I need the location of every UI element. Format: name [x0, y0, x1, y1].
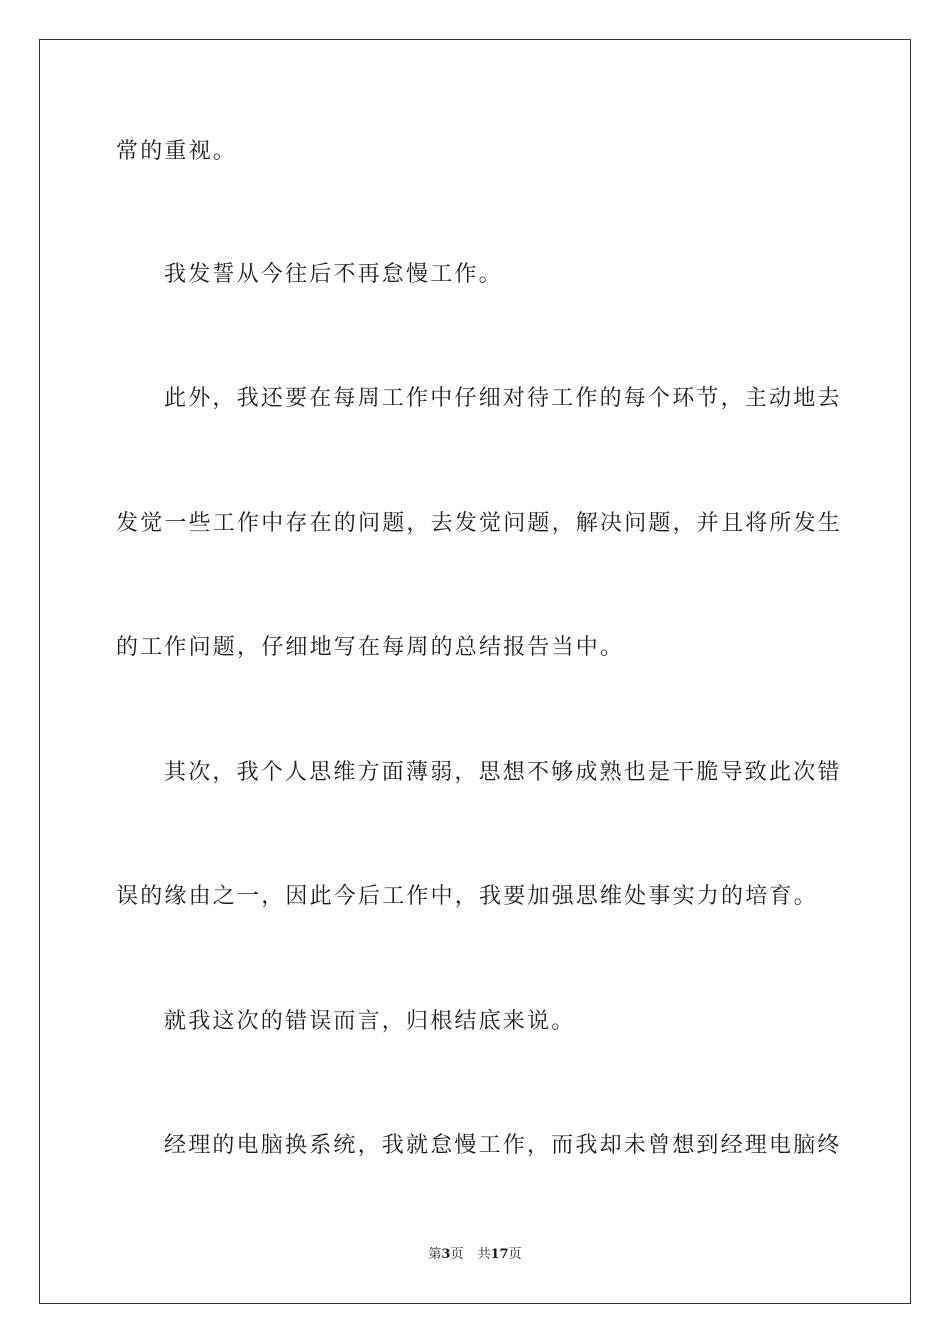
text-line-1: 常的重视。 [116, 139, 238, 164]
total-prefix: 共 [477, 1247, 491, 1262]
page-number: 3 [441, 1247, 451, 1262]
text-line-3: 此外，我还要在每周工作中仔细对待工作的每个环节，主动地去 [164, 386, 842, 411]
text-line-2: 我发誓从今往后不再怠慢工作。 [164, 262, 503, 287]
text-line-6: 其次，我个人思维方面薄弱，思想不够成熟也是干脆导致此次错 [164, 760, 842, 785]
total-suffix: 页 [508, 1247, 522, 1262]
text-line-9: 经理的电脑换系统，我就怠慢工作，而我却未曾想到经理电脑终 [164, 1133, 842, 1158]
page-prefix: 第 [428, 1247, 442, 1262]
text-line-7: 误的缘由之一，因此今后工作中，我要加强思维处事实力的培育。 [116, 884, 818, 909]
page-footer [0, 1246, 950, 1264]
page-suffix: 页 [450, 1247, 464, 1262]
page-border [39, 39, 911, 1304]
total-pages: 17 [490, 1247, 509, 1262]
text-line-8: 就我这次的错误而言，归根结底来说。 [164, 1009, 576, 1034]
text-line-4: 发觉一些工作中存在的问题，去发觉问题，解决问题，并且将所发生 [116, 511, 843, 536]
text-line-5: 的工作问题，仔细地写在每周的总结报告当中。 [116, 635, 625, 660]
